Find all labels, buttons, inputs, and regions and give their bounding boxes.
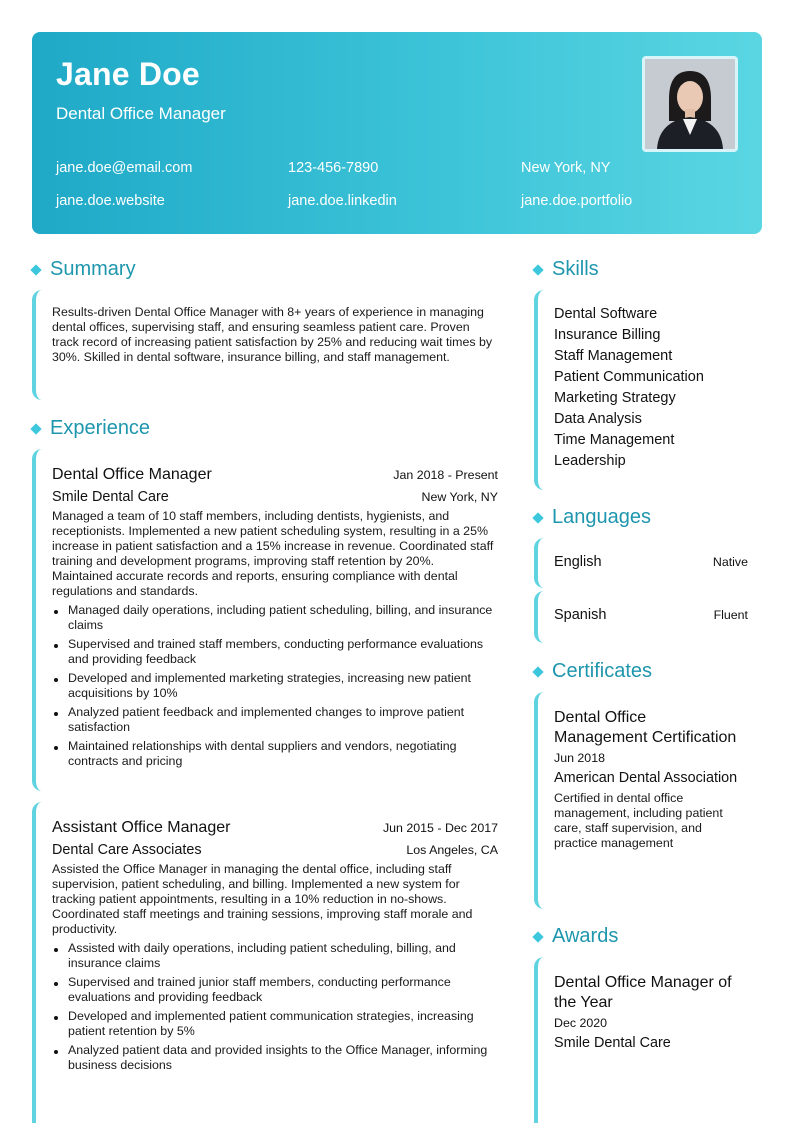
award-title: Dental Office Manager of the Year [554, 974, 732, 1011]
job-title: Assistant Office Manager [52, 819, 231, 836]
summary-heading-label: Summary [50, 258, 136, 280]
certificate-description: Certified in dental office management, including patient care, staff supervision, and practice management [554, 791, 723, 850]
experience-heading [30, 417, 150, 440]
list-item: Analyzed patient feedback and implemented changes to improve patient satisfaction [52, 705, 498, 735]
person-portrait-icon [645, 59, 735, 149]
list-item: Assisted with daily operations, including patient scheduling, billing, and insurance claims [52, 941, 498, 971]
skill-item: Dental Software [554, 306, 658, 322]
job-header-row [52, 466, 498, 484]
award-date: Dec 2020 [554, 1016, 608, 1030]
job-description: Managed a team of 10 staff members, including dentists, hygienists, and receptionists. Implemented a new patient scheduling system, resulting in a 25% increase in patient satisfaction and a 15% increase in revenue. Coordinated staff training and development programs, improving staff retention by 20%. Maintained accurate records and reports, ensuring compliance with dental regulations and standards. [52, 509, 494, 598]
skill-item: Leadership [554, 453, 626, 469]
language-name: Spanish [554, 607, 607, 623]
diamond-icon [30, 264, 41, 275]
job-company-row [52, 842, 498, 858]
skill-item: Patient Communication [554, 369, 704, 385]
profile-photo [642, 56, 738, 152]
job-description: Assisted the Office Manager in managing the dental office, including staff supervision, patient scheduling, and billing. Implemented a new system for tracking patient appointments, resulting in a 10% reduction in no-shows. Coordinated staff meetings and training sessions, improving staff morale and productivity. [52, 862, 473, 936]
list-item: Developed and implemented marketing strategies, increasing new patient acquisitions by 10% [52, 671, 498, 701]
candidate-name: Jane Doe [56, 56, 200, 92]
award-entry [534, 957, 762, 1123]
summary-heading [30, 258, 136, 281]
summary-text: Results-driven Dental Office Manager with 8+ years of experience in managing dental offices, supervising staff, and ensuring seamless patient care. Proven track record of increasing patient satisfaction by 25% and reducing wait times by 30%. Skilled in dental software, insurance billing, and staff management. [52, 305, 493, 364]
job-entry [32, 802, 496, 1123]
summary-block [32, 290, 496, 400]
list-item: Maintained relationships with dental suppliers and vendors, negotiating contracts and pricing [52, 739, 498, 769]
resume-header [32, 32, 762, 234]
certificate-entry [534, 692, 762, 909]
location-text: New York, NY [521, 160, 611, 176]
portfolio-link[interactable]: jane.doe.portfolio [521, 193, 633, 209]
list-item: Supervised and trained staff members, conducting performance evaluations and providing feedback [52, 637, 498, 667]
diamond-icon [532, 512, 543, 523]
phone-number: 123-456-7890 [288, 160, 379, 176]
list-item: Managed daily operations, including patient scheduling, billing, and insurance claims [52, 603, 498, 633]
job-company: Dental Care Associates [52, 842, 202, 858]
diamond-icon [532, 264, 543, 275]
list-item: Developed and implemented patient communication strategies, increasing patient retention by 5% [52, 1009, 498, 1039]
awards-heading-label: Awards [552, 925, 619, 947]
certificate-title: Dental Office Management Certification [554, 709, 737, 746]
job-company: Smile Dental Care [52, 489, 169, 505]
certificate-date: Jun 2018 [554, 751, 605, 765]
linkedin-link[interactable]: jane.doe.linkedin [288, 193, 397, 209]
skill-item: Time Management [554, 432, 675, 448]
job-company-row [52, 489, 498, 505]
experience-heading-label: Experience [50, 417, 151, 439]
list-item: Supervised and trained junior staff members, conducting performance evaluations and providing feedback [52, 975, 498, 1005]
skills-heading [532, 258, 599, 281]
job-bullets [52, 603, 498, 769]
language-level: Native [712, 555, 748, 569]
certificates-heading [532, 660, 652, 683]
certificates-heading-label: Certificates [552, 660, 653, 682]
job-title: Dental Office Manager [52, 466, 212, 483]
languages-heading-label: Languages [552, 506, 651, 528]
job-bullets [52, 941, 498, 1073]
language-name: English [554, 554, 602, 570]
diamond-icon [532, 931, 543, 942]
list-item: Analyzed patient data and provided insights to the Office Manager, informing business decisions [52, 1043, 498, 1073]
skill-item: Insurance Billing [554, 327, 661, 343]
job-header-row [52, 819, 498, 837]
certificate-issuer: American Dental Association [554, 770, 738, 786]
language-entry [534, 538, 762, 588]
language-level: Fluent [713, 608, 748, 622]
skills-block [534, 290, 762, 490]
skill-item: Data Analysis [554, 411, 642, 427]
job-date: Jan 2018 - Present [393, 468, 498, 482]
diamond-icon [30, 423, 41, 434]
diamond-icon [532, 666, 543, 677]
website-link[interactable]: jane.doe.website [56, 193, 165, 209]
skill-item: Staff Management [554, 348, 673, 364]
job-date: Jun 2015 - Dec 2017 [382, 821, 498, 835]
language-entry [534, 591, 762, 643]
job-location: New York, NY [421, 490, 498, 504]
job-entry [32, 449, 496, 791]
skill-item: Marketing Strategy [554, 390, 676, 406]
awards-heading [532, 925, 618, 948]
languages-heading [532, 506, 651, 529]
candidate-title: Dental Office Manager [56, 104, 226, 123]
skills-heading-label: Skills [552, 258, 599, 280]
award-issuer: Smile Dental Care [554, 1035, 671, 1051]
email-link[interactable]: jane.doe@email.com [56, 160, 193, 176]
job-location: Los Angeles, CA [406, 843, 498, 857]
